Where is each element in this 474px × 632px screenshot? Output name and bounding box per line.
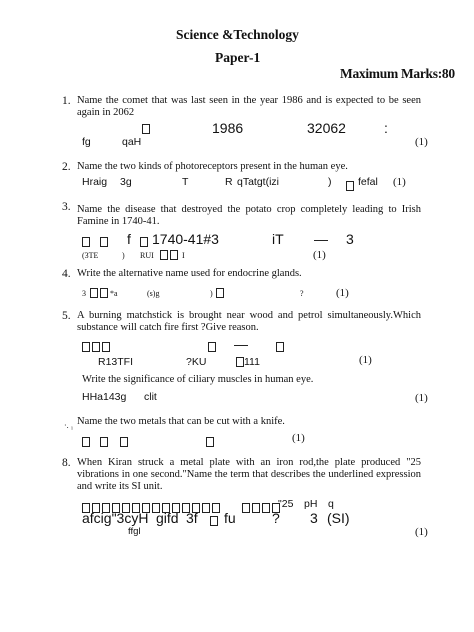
question-7-marks: (1) <box>292 432 305 444</box>
question-2-text: Name the two kinds of photoreceptors present in the human eye. <box>77 161 348 172</box>
question-5-hindi-line: — R13TFI ?KU 111 <box>82 336 382 368</box>
question-2-hindi-line: Hraig 3g T R qTatgt(izi ) fefal <box>82 176 402 192</box>
question-7-text: Name the two metals that can be cut with a knife. <box>77 416 285 427</box>
question-8-marks: (1) <box>415 526 428 538</box>
question-5-text: A burning matchstick is brought near wood and petrol simultaneously.Which substance will catch fire first ?Give reason. <box>77 310 421 333</box>
question-2-number: 2. <box>62 161 71 173</box>
question-1-marks: (1) <box>415 136 428 148</box>
question-6-text: Write the significance of ciliary muscles in human eye. <box>82 374 314 385</box>
question-3-marks: (1) <box>313 249 326 261</box>
question-8-number: 8. <box>62 457 71 469</box>
question-6-marks: (1) <box>415 392 428 404</box>
paper-number: Paper-1 <box>215 50 261 65</box>
question-8-text: When Kiran struck a metal plate with an iron rod,the plate produced "25 vibrations in one second."Name the term that describes the underlined expression and write its SI unit. <box>77 457 421 492</box>
maximum-marks: Maximum Marks:80 <box>340 66 455 81</box>
question-4-hindi-line: 3 *a (s)g ) ? <box>82 289 304 298</box>
question-4-text: Write the alternative name used for endocrine glands. <box>77 268 302 279</box>
question-8-hindi-line: "25 pH q afcig"3cyH gifd 3f fu ? 3 (SI) ffgl <box>82 498 350 537</box>
question-4-number: 4. <box>62 268 71 280</box>
question-4-marks: (1) <box>336 287 349 299</box>
question-2-marks: (1) <box>393 176 406 188</box>
question-3-text: Name the disease that destroyed the potato crop completely leading to Irish Famine in 1740-41. <box>77 204 421 227</box>
question-1-text: Name the comet that was last seen in the year 1986 and is expected to be seen again in 2062 <box>77 95 421 118</box>
question-5-number: 5. <box>62 310 71 322</box>
question-1-hindi-line: 1986 32062 : fg qaH <box>82 120 388 148</box>
question-7-number: ·. ₁ <box>64 421 74 430</box>
exam-subject-title: Science &Technology <box>176 27 299 42</box>
question-3-number: 3. <box>62 201 71 213</box>
question-1-number: 1. <box>62 95 71 107</box>
question-6-hindi-line: HHa143g clit <box>82 391 157 403</box>
question-3-hindi-line: f 1740-41#3 iT — 3 (3TE ) RUI I <box>82 231 354 260</box>
question-5-marks: (1) <box>359 354 372 366</box>
question-7-hindi-line <box>82 433 232 445</box>
